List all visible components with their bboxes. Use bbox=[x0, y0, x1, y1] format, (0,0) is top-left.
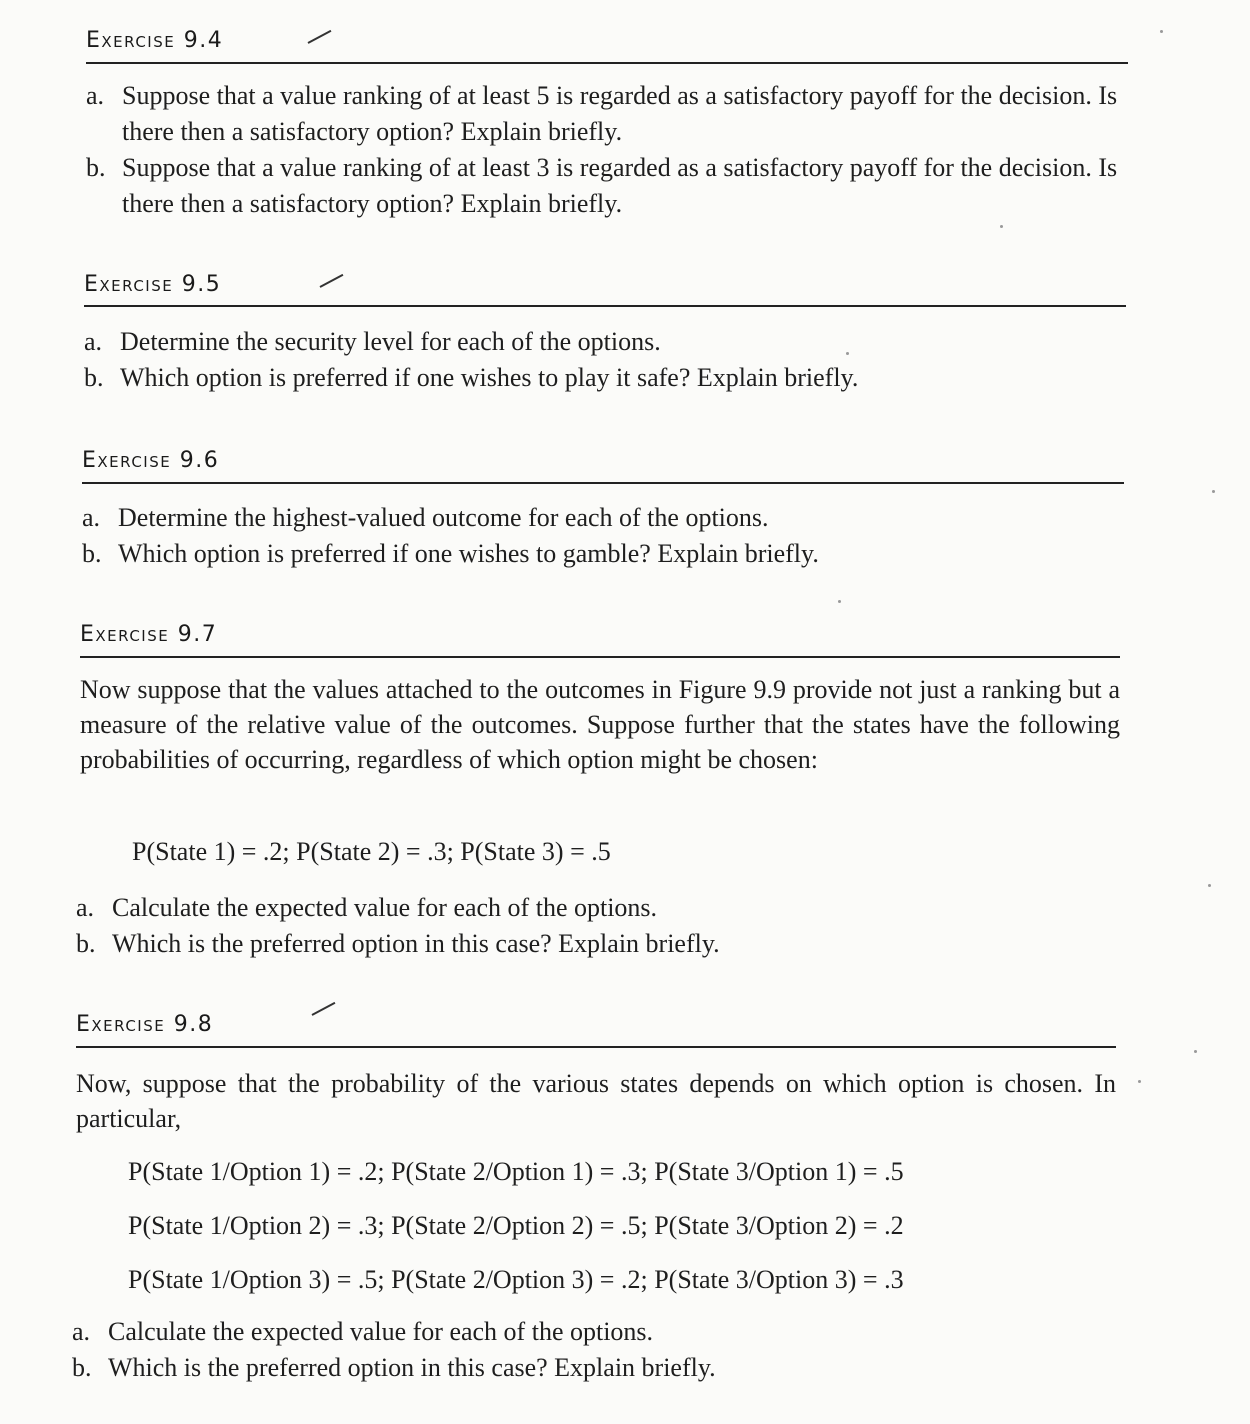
probability-formula: P(State 1/Option 2) = .3; P(State 2/Option 2) = .5; P(State 3/Option 2) = .2 bbox=[128, 1211, 904, 1240]
scan-speck bbox=[1138, 1080, 1141, 1083]
list-item bbox=[76, 926, 1116, 962]
exercise-heading bbox=[76, 1012, 1116, 1038]
exercise-paragraph: Now, suppose that the probability of the various states depends on which option is chosen. In particular, bbox=[76, 1069, 1116, 1133]
scan-speck bbox=[1160, 30, 1163, 33]
item-text: Calculate the expected value for each of the options. bbox=[112, 893, 658, 922]
exercise-paragraph: Now suppose that the values attached to the outcomes in Figure 9.9 provide not just a ranking but a measure of the relative value of the outcomes. Suppose further that the states have the following probabilities of occurring, regardless of which option might be chosen: bbox=[80, 675, 1120, 774]
heading-rule bbox=[82, 482, 1124, 484]
item-label: a. bbox=[82, 503, 101, 532]
check-mark-icon bbox=[308, 30, 332, 44]
exercise-title: Exercise 9.7 bbox=[80, 622, 218, 647]
list-item bbox=[72, 1350, 1112, 1386]
scan-speck bbox=[1212, 490, 1215, 493]
scan-speck bbox=[846, 352, 849, 355]
list-item bbox=[86, 150, 1128, 222]
item-label: a. bbox=[84, 327, 103, 356]
list-item bbox=[72, 1314, 1112, 1350]
item-label: b. bbox=[72, 1353, 92, 1382]
scan-speck bbox=[1000, 225, 1003, 228]
heading-rule bbox=[84, 305, 1126, 307]
exercise-9-5 bbox=[84, 272, 1126, 392]
item-text: Which is the preferred option in this case? Explain briefly. bbox=[112, 929, 720, 958]
item-text: Which option is preferred if one wishes to play it safe? Explain briefly. bbox=[120, 363, 859, 392]
list-item bbox=[76, 890, 1116, 926]
item-label: a. bbox=[72, 1317, 91, 1346]
item-label: b. bbox=[86, 153, 106, 182]
exercise-title: Exercise 9.5 bbox=[84, 272, 222, 297]
exercise-9-6 bbox=[82, 448, 1124, 568]
exercise-heading bbox=[84, 272, 1126, 298]
heading-rule bbox=[80, 656, 1120, 658]
scan-speck bbox=[1208, 884, 1211, 887]
scan-speck bbox=[838, 600, 841, 603]
item-text: Determine the security level for each of the options. bbox=[120, 327, 661, 356]
list-item bbox=[82, 500, 1124, 536]
item-text: Which option is preferred if one wishes to gamble? Explain briefly. bbox=[118, 539, 819, 568]
heading-rule bbox=[76, 1046, 1116, 1048]
exercise-9-7 bbox=[76, 622, 1120, 958]
exercise-heading bbox=[86, 28, 1128, 54]
exercise-9-4 bbox=[86, 28, 1128, 218]
list-item bbox=[84, 360, 1126, 396]
item-text: Suppose that a value ranking of at least 5 is regarded as a satisfactory payoff for the decision. Is there then a satisfactory option? Explain briefly. bbox=[122, 81, 1118, 146]
probability-formula: P(State 1/Option 3) = .5; P(State 2/Option 3) = .2; P(State 3/Option 3) = .3 bbox=[128, 1265, 904, 1294]
item-label: b. bbox=[82, 539, 102, 568]
item-label: a. bbox=[86, 81, 105, 110]
list-item bbox=[86, 78, 1128, 150]
heading-rule bbox=[86, 62, 1128, 64]
exercise-title: Exercise 9.6 bbox=[82, 448, 220, 473]
scan-speck bbox=[1194, 1050, 1197, 1053]
probability-formula: P(State 1) = .2; P(State 2) = .3; P(State 3) = .5 bbox=[132, 837, 611, 866]
item-text: Suppose that a value ranking of at least 3 is regarded as a satisfactory payoff for the decision. Is there then a satisfactory option? Explain briefly. bbox=[122, 153, 1118, 218]
check-mark-icon bbox=[320, 274, 344, 288]
exercise-9-8 bbox=[72, 1012, 1116, 1382]
item-text: Calculate the expected value for each of the options. bbox=[108, 1317, 654, 1346]
list-item bbox=[84, 324, 1126, 360]
exercise-title: Exercise 9.8 bbox=[76, 1012, 214, 1037]
check-mark-icon bbox=[312, 1002, 336, 1016]
probability-formula: P(State 1/Option 1) = .2; P(State 2/Option 1) = .3; P(State 3/Option 1) = .5 bbox=[128, 1157, 904, 1186]
exercise-heading bbox=[80, 622, 1120, 648]
exercise-heading bbox=[82, 448, 1124, 474]
item-text: Determine the highest-valued outcome for each of the options. bbox=[118, 503, 769, 532]
item-label: b. bbox=[84, 363, 104, 392]
item-label: a. bbox=[76, 893, 95, 922]
list-item bbox=[82, 536, 1124, 572]
item-label: b. bbox=[76, 929, 96, 958]
item-text: Which is the preferred option in this case? Explain briefly. bbox=[108, 1353, 716, 1382]
exercise-title: Exercise 9.4 bbox=[86, 28, 224, 53]
